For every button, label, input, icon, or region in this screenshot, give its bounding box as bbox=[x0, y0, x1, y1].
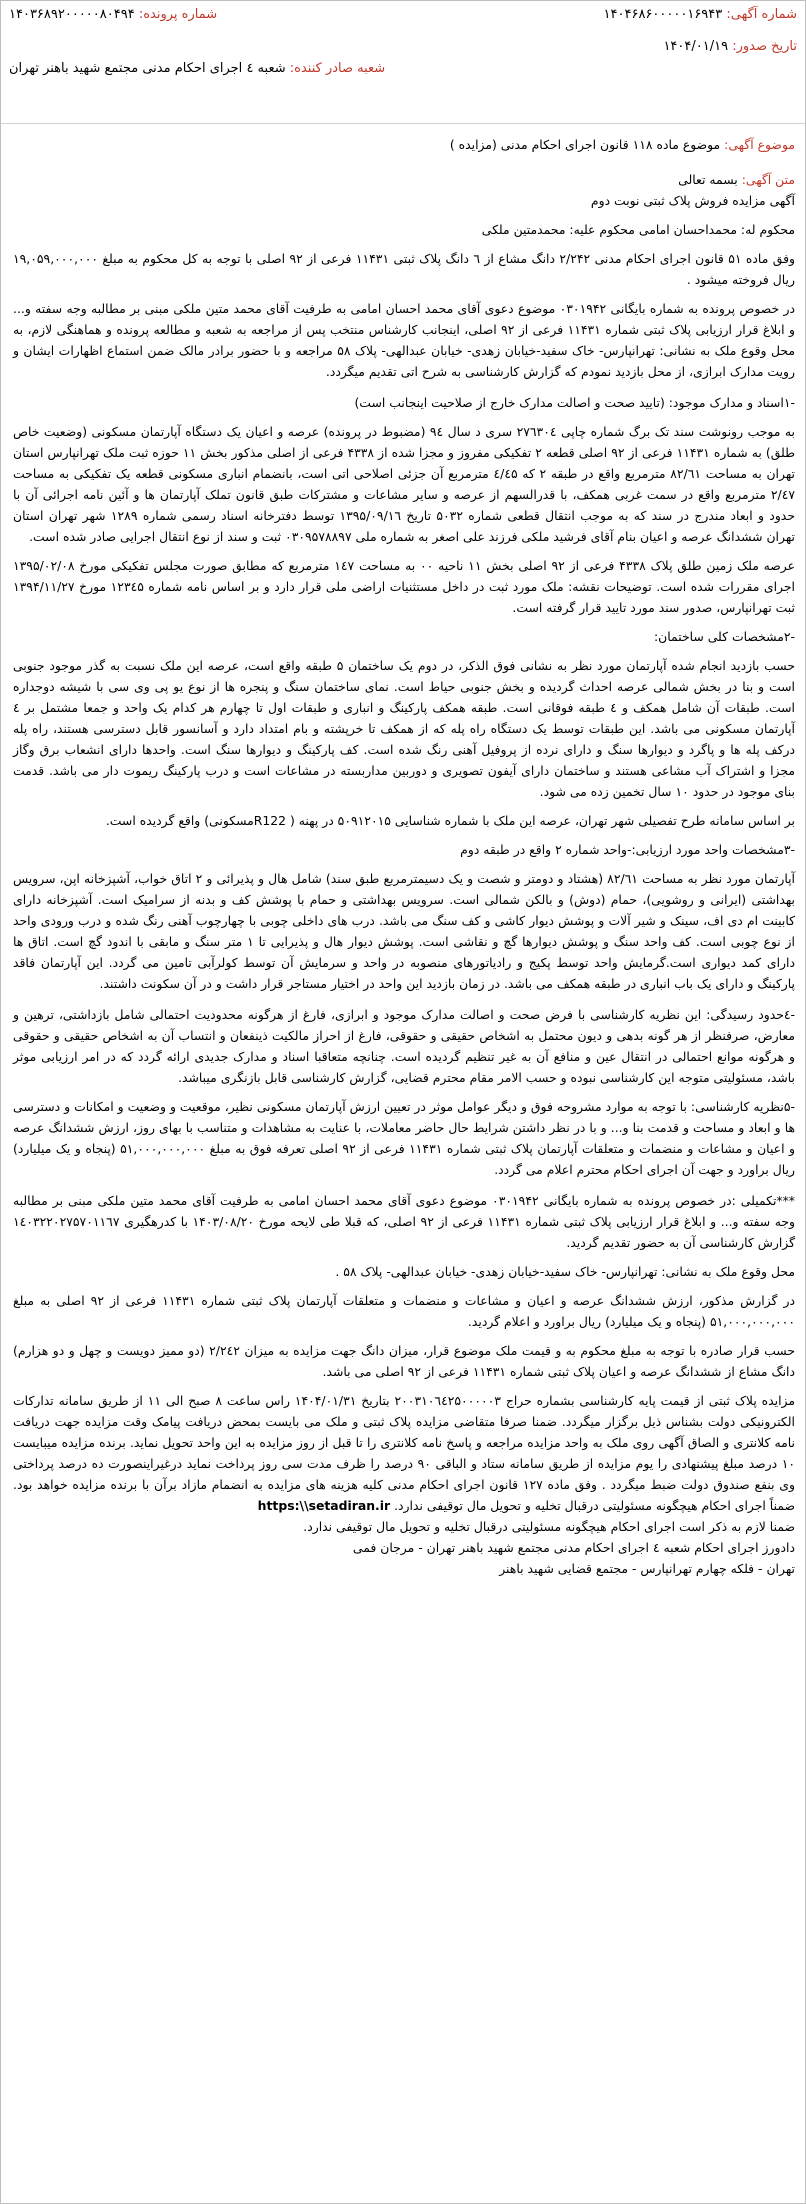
content-start bbox=[13, 169, 795, 190]
notice-header bbox=[1, 1, 805, 124]
liability-note: ضمنا لازم به ذکر است اجرای احکام هیچگونه مسئولیتی درقبال تخلیه و تحویل مال توقیفی ندارد. bbox=[303, 1519, 795, 1534]
issue-date-row bbox=[9, 39, 797, 76]
branch: شعبه ٤ اجرای احکام مدنی مجتمع شهید باهنر تهران bbox=[9, 61, 286, 76]
share-amount: حسب قرار صادره با توجه به مبلغ محکوم به و قیمت ملک موضوع قرار، میزان دانگ جهت مزایده به میزان ۲/۲٤۲ (دو ممیز دویست و چهل و دو هزارم) دانگ مشاع از ششدانگ عرصه و اعیان پلاک ثبتی شماره ۱۱۴۳۱ فرعی از ۹۲ اصلی می باشد. bbox=[13, 1343, 796, 1379]
deed-description: به موجب رونوشت سند تک برگ شماره چاپی ۲۷٦۳۰٤ سری د سال ۹٤ (مضبوط در پرونده) عرصه و اعیان یک دستگاه آپارتمان مسکونی (وضعیت خاص طلق) به شماره ۱۱۴۳۱ فرعی از ۹۲ اصلی قطعه ۲ تفکیکی مفروز و مجزا شده از ۴۳۳۸ فرعی از اصلی مذکور بخش ۱۱ حوزه ثبت ملک تهرانپارس استان تهران به مساحت ۸۲/٦۱ مترمربع واقع در طبقه ۲ که ٤/٤۵ مترمربع آن جزئی اصلاحی اتی است، بانضمام انباری مسکونی قطعه یک تفکیکی به مساحت ۲/٤۷ مترمربع واقع در سمت غربی همکف، با قدرالسهم از عرصه و سایر مشاعات و مشترکات طبق قانون تملک آپارتمان ها و آئین نامه اجرائی آن با حدود و ابعاد مندرج در سند که به موجب انتقال قطعی شماره ۵۰۳۲ تاریخ ۱۳۹۵/۰۹/۱٦ توسط دفترخانه اسناد رسمی شماره ۱۲۸۹ شهر تهران استان تهران ششدانگ عرصه و اعیان بنام آقای فرشید ملکی فرزند علی اصغر به شماره ملی ۰۳۰۹۵۷۸۸۹۷ ثبت و سند از نوع انتقال اجرایی صادر شده است. bbox=[13, 424, 795, 544]
unit-description: آپارتمان مورد نظر به مساحت ۸۲/٦۱ (هشتاد و دومتر و شصت و یک دسیمترمربع طبق سند) شامل هال و پذیرائی و ۲ اتاق خواب، آشپزخانه اپن، سرویس بهداشتی (ایرانی و روشویی)، حمام (دوش) و بالکن شمالی است. سرویس بهداشتی و حمام با پوشش کف و بدنه از سرامیک است. آشپزخانه دارای کابینت ام دی اف، سینک و شیر آلات و پوشش دیوار کاشی و کف سنگ می باشد. درب های داخلی چوبی با چهارچوب آهنی رنگ شده و درب ورودی واحد از نوع چوبی است. کف واحد سنگ و پوشش دیوارها گچ و نقاشی است. پوشش دیوار هال و پذیرایی تا ۱ متر سنگ و مابقی با اندود گچ است. اتاق ها دارای کمد دیواری است.گرمایش واحد توسط پکیج و رادیاتورهای منصوبه در واحد و سرمایش آن توسط کولرآبی تامین می گردد. این آپارتمان فاقد پارکینگ و دارای یک باب انباری در طبقه همکف می باشد. در زمان بازدید این واحد در اختیار مستاجر قرار داشت و در آن سکونت داشتند. bbox=[13, 871, 796, 991]
notice-title: آگهی مزایده فروش پلاک ثبتی نوبت دوم bbox=[590, 193, 795, 208]
ad-number-row bbox=[9, 7, 797, 22]
signatory: دادورز اجرای احکام شعبه ٤ اجرای احکام مدنی مجتمع شهید باهنر تهران - مرجان فمی bbox=[352, 1540, 795, 1555]
auction-terms: مزایده پلاک ثبتی از قیمت پایه کارشناسی بشماره حراج ۲۰۰۳۱۰٦٤۲۵۰۰۰۰۰۳ بتاریخ ۱۴۰۴/۰۱/۳۱ راس ساعت ۸ صبح الی ۱۱ از طریق سامانه تدارکات الکترونیکی دولت بشناس ذیل برگزار میگردد. ضمنا صرفا متقاضی مزایده پلاک ثبتی و ملک می بایست بمحض دریافت پیامک وقت مزایده جهت دریافت نامه کلانتری و الصاق آگهی روی ملک به واحد مزایده مراجعه و پاسخ نامه کلانتری را تا قبل از روز مزایده به این واحد تحویل نماید. برنده مزایده میبایست ۱۰ درصد مبلغ پیشنهادی را یوم مزایده از طریق سامانه ستاد و الباقی ۹۰ درصد را ظرف مدت سی روز پرداخت نماید درغیراینصورت ده درصد پرداختی وی بنفع صندوق دولت ضبط میگردد . وفق ماده ۱۲۷ قانون اجرای احکام مدنی کلیه هزینه های مزایده به انضمام مازاد برآن با برنده مزایده خواهد بود. ضمناً اجرای احکام هیچگونه مسئولیتی درقبال تخلیه و تحویل مال توقیفی ندارد. https:\\setadiran.ir bbox=[13, 1393, 796, 1513]
content-label: متن آگهی: bbox=[741, 172, 795, 187]
ad-number-label: شماره آگهی: bbox=[726, 7, 797, 22]
notice-body bbox=[1, 134, 805, 1579]
branch-label: شعبه صادر کننده: bbox=[289, 61, 386, 76]
property-address: محل وقوع ملک به نشانی: تهرانپارس- خاک سفید-خیابان زهدی- خیابان عبدالهی- پلاک ۵۸ . bbox=[335, 1264, 795, 1279]
subject-row bbox=[13, 134, 795, 155]
subject-label: موضوع آگهی: bbox=[724, 137, 795, 152]
sale-summary: وفق ماده ۵۱ قانون اجرای احکام مدنی ۲/۲۴۲ دانگ مشاع از ٦ دانگ پلاک ثبتی ۱۱۴۳۱ فرعی از ۹۲ اصلی با توجه به کل محکوم به مبلغ ۱۹,۰۵۹,۰۰۰,۰۰۰ ریال فروخته میشود . bbox=[13, 251, 795, 287]
section-3-title: -۳مشخصات واحد مورد ارزیابی:-واحد شماره ۲ واقع در طبقه دوم bbox=[460, 842, 795, 857]
case-number: ۱۴۰۳۶۸۹۲۰۰۰۰۰۸۰۴۹۴ bbox=[9, 7, 135, 22]
case-number-label: شماره پرونده: bbox=[138, 7, 218, 22]
setad-link[interactable]: https:\\setadiran.ir bbox=[257, 1498, 391, 1513]
office-address: تهران - فلکه چهارم تهرانپارس - مجتمع قضایی شهید باهنر bbox=[499, 1561, 795, 1576]
zoning-description: بر اساس سامانه طرح تفصیلی شهر تهران، عرصه این ملک با شماره شناسایی ۵۰۹۱۲۰۱۵ در پهنه ( R122مسکونی) واقع گردیده است. bbox=[105, 813, 795, 828]
parties: محکوم له: محمداحسان امامی محکوم علیه: محمدمتین ملکی bbox=[481, 222, 795, 237]
supplementary-note: ***تکمیلی :در خصوص پرونده به شماره بایگانی ۰۳۰۱۹۴۲ موضوع دعوی آقای محمد احسان امامی به طرفیت آقای محمد متین ملکی مبنی بر مطالبه وجه سفته و... و ابلاغ قرار ارزیابی پلاک ثبتی شماره ۱۱۴۳۱ فرعی از ۹۲ اصلی، که قبلا طی لایحه مورخ ۱۴۰۳/۰۸/۲۰ با کدرهگیری ۱٤۰۳۲۲۰۲۷۵۷۰۱۱٦۷ گزارش کارشناسی آن به حضور تقدیم گردید. bbox=[13, 1193, 796, 1250]
subject-text: موضوع ماده ۱۱۸ قانون اجرای احکام مدنی (مزایده ) bbox=[449, 137, 721, 152]
section-4-scope: -٤حدود رسیدگی: این نظریه کارشناسی با فرض صحت و اصالت مدارک موجود و ابرازی، فارغ از هرگونه محدودیت احتمالی شامل بازداشتی، ترهین و معارض، صرفنظر از هر گونه بدهی و دیون محتمل به اشخاص حقیقی و حقوقی، فارغ از احراز مالکیت ذینفعان و انتساب آن به اشخاص حقیقی و حقوقی و هرگونه موانع احتمالی در انتقال عین و منافع آن به غیر تنظیم گردیده است. چنانچه متعاقبا اسناد و مدارک جدیدی ارائه گردد که در امر ارزیابی موثر باشد، مسئولیتی متوجه این کارشناسی نبوده و حسب الامر مقام محترم قضایی، گزارش کارشناسی قابل بازنگری میباشد. bbox=[13, 1007, 795, 1085]
issue-date: ۱۴۰۴/۰۱/۱۹ bbox=[663, 39, 729, 54]
basmala: بسمه تعالی bbox=[678, 172, 738, 187]
ad-number: ۱۴۰۴۶۸۶۰۰۰۰۰۱۶۹۴۳ bbox=[603, 7, 723, 22]
case-background: در خصوص پرونده به شماره بایگانی ۰۳۰۱۹۴۲ موضوع دعوی آقای محمد احسان امامی به طرفیت آقای محمد متین ملکی مبنی بر مطالبه وجه سفته و... و ابلاغ قرار ارزیابی پلاک ثبتی شماره ۱۱۴۳۱ فرعی از ۹۲ اصلی، اینجانب کارشناس منتخب پس از مراجعه به شعبه و مطالعه پرونده و هماهنگی لازم، به محل وقوع ملک به نشانی: تهرانپارس- خاک سفید-خیابان زهدی- خیابان عبدالهی- پلاک ۵۸ مراجعه و با حضور برادر مالک ضمن استماع اظهارات ایشان و رویت مدارک ابرازی، از محل بازدید نمودم که گزارش کارشناسی به شرح اتی تقدیم میگردد. bbox=[13, 301, 795, 379]
valuation-summary: در گزارش مذکور، ارزش ششدانگ عرصه و اعیان و مشاعات و منضمات و متعلقات آپارتمان پلاک ثبتی شماره ۱۱۴۳۱ فرعی از ۹۲ اصلی به مبلغ ۵۱,۰۰۰,۰۰۰,۰۰۰ (پنجاه و یک میلیارد) ریال براورد و اعلام گردید. bbox=[13, 1293, 795, 1329]
issue-date-label: تاریخ صدور: bbox=[732, 39, 797, 54]
land-description: عرصه ملک زمین طلق پلاک ۴۳۳۸ فرعی از ۹۲ اصلی بخش ۱۱ ناحیه ۰۰ به مساحت ۱٤۷ مترمربع که مطابق صورت مجلس تفکیکی مورخ ۱۳۹۵/۰۲/۰۸ اجرای مقررات شده است. توضیحات نقشه: ملک مورد ثبت در داخل مستثنیات اراضی ملی قرار دارد و بر اساس نامه شماره ۱۲۳٤۵ مورخ ۱۳۹۴/۱۱/۲۷ ثبت تهرانپارس، صدور سند مورد تایید قرار گرفته است. bbox=[13, 558, 796, 615]
section-5-opinion: -۵نظریه کارشناسی: با توجه به موارد مشروحه فوق و دیگر عوامل موثر در تعیین ارزش آپارتمان مسکونی نظیر، موقعیت و وضعیت و امکانات و دسترسی ها و ابعاد و مساحت و قدمت بنا و... و با در نظر داشتن شرایط حال حاضر معاملات، با عنایت به مشاهدات و متناسب با بهای روز، ارزش ششدانگ عرصه و اعیان و مشاعات و منضمات و متعلقات آپارتمان پلاک ثبتی شماره ۱۱۴۳۱ فرعی از ۹۲ اصلی تعرفه فوق به مبلغ ۵۱,۰۰۰,۰۰۰,۰۰۰ (پنجاه و یک میلیارد) ریال براورد و جهت آن اجرای احکام محترم اعلام می گردد. bbox=[13, 1099, 795, 1177]
section-1-title: -۱اسناد و مدارک موجود: (تایید صحت و اصالت مدارک خارج از صلاحیت اینجانب است) bbox=[354, 395, 795, 410]
building-description: حسب بازدید انجام شده آپارتمان مورد نظر به نشانی فوق الذکر، در دوم یک ساختمان ۵ طبقه واقع است، عرصه این ملک نسبت به گذر موجود جنوبی است و بنا در بخش شمالی عرصه احداث گردیده و بخش جنوبی حیاط است. نمای ساختمان سنگ و پنجره ها از نوع یو پی وی سی با شیشه دوجداره است. طبقات آن شامل همکف و ٤ طبقه فوقانی است. طبقه همکف پارکینگ و انباری و طبقات اول تا چهارم هر کدام یک واحد و جمعا مشتمل بر ٤ آپارتمان مسکونی می باشد. این طبقات توسط یک دستگاه راه پله که از همکف تا خرپشته و بام امتداد دارد و آسانسور قابل دسترسی هستند، راه پله درکف پله ها و پاگرد و دیوارها سنگ و دارای نرده از پروفیل آهنی رنگ شده است. کف پارکینگ و دیوارها سنگ است. واحدها دارای انشعاب برق وگاز مجزا و اشتراک آب مشاعی هستند و ساختمان دارای آیفون تصویری و دوربین مداربسته در مشاعات است و درب پارکینگ ریموت دار می باشد. قدمت بنای موجود در حدود ۱۰ سال تخمین زده می شود. bbox=[13, 658, 795, 799]
section-2-title: -۲مشخصات کلی ساختمان: bbox=[654, 629, 795, 644]
